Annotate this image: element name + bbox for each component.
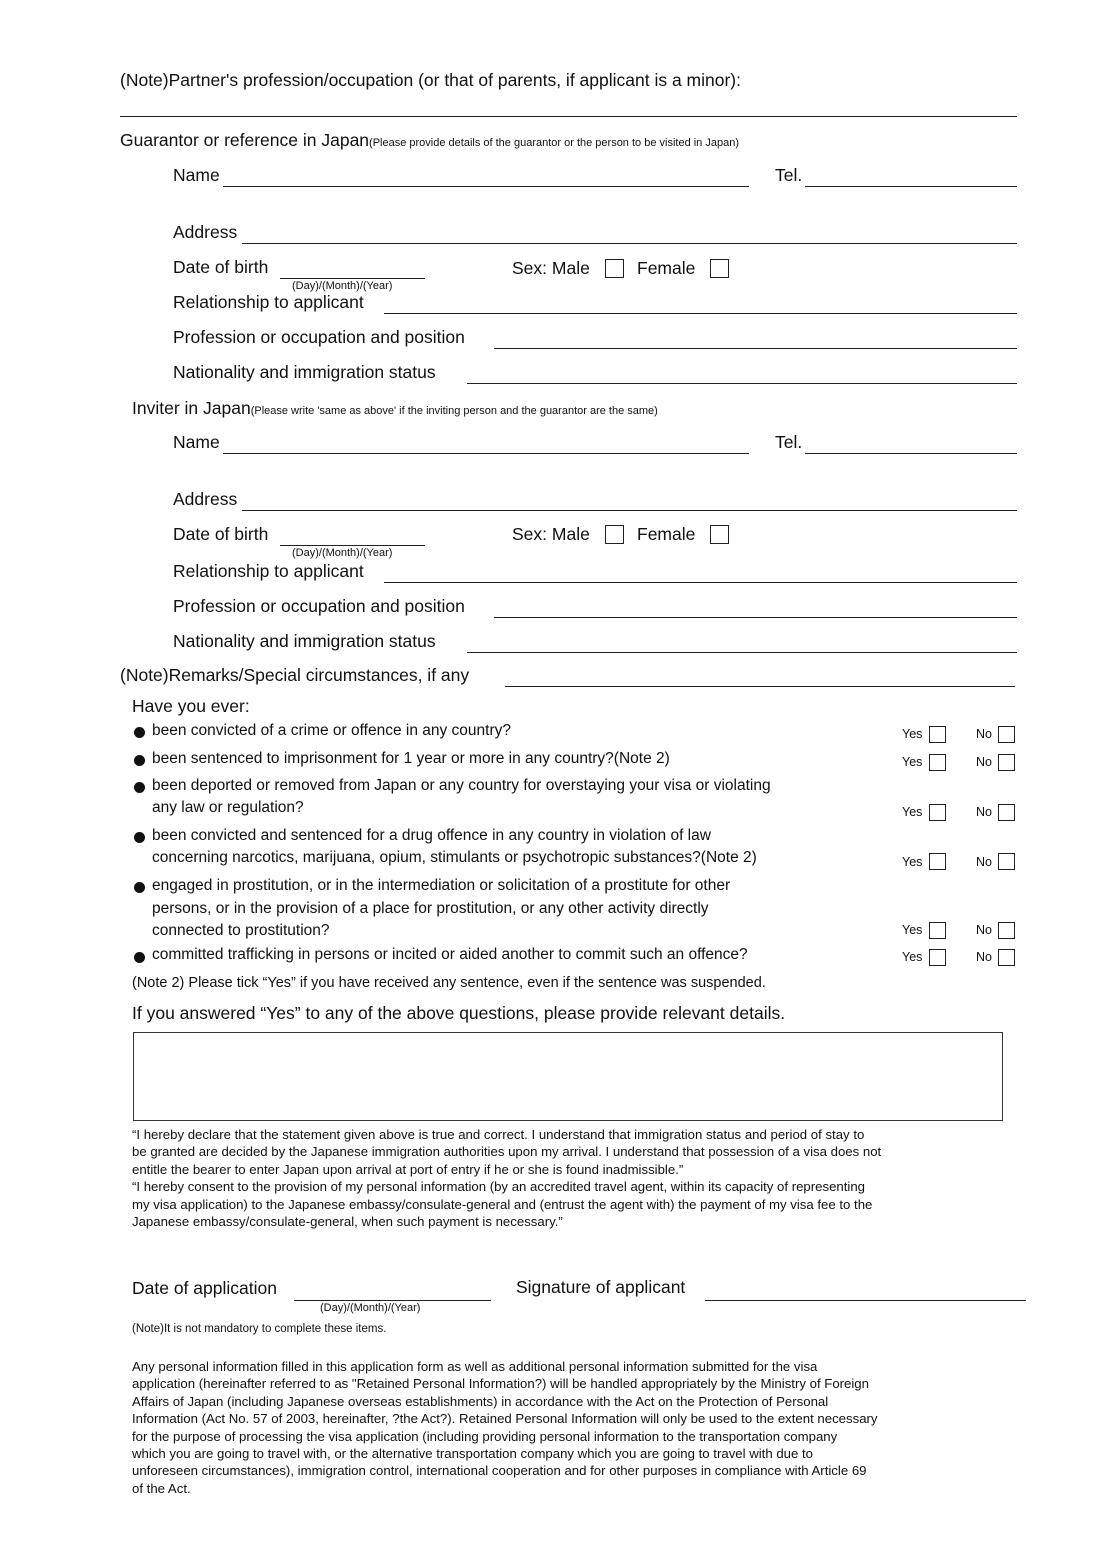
- inviter-nationality-field[interactable]: [467, 652, 1017, 653]
- guarantor-female-label: Female: [637, 258, 696, 278]
- inviter-profession-label: Profession or occupation and position: [173, 596, 465, 616]
- details-textarea[interactable]: [133, 1032, 1003, 1121]
- question-4-line-1: been convicted and sentenced for a drug offence in any country in violation of law: [152, 827, 711, 844]
- question-4-line-2: concerning narcotics, marijuana, opium, stimulants or psychotropic substances?(Note 2): [152, 849, 757, 866]
- bullet-icon: [134, 755, 145, 766]
- inviter-profession-field[interactable]: [494, 617, 1017, 618]
- q3-yes-checkbox[interactable]: [929, 804, 946, 821]
- guarantor-heading: Guarantor or reference in Japan(Please provide details of the guarantor or the person to be visited in Japan): [120, 130, 739, 150]
- q5-yes-checkbox[interactable]: [929, 922, 946, 939]
- bullet-icon: [134, 782, 145, 793]
- inviter-name-label: Name: [173, 432, 220, 452]
- q3-no-checkbox[interactable]: [998, 804, 1015, 821]
- q3-no-label: No: [976, 805, 992, 819]
- q6-yes-checkbox[interactable]: [929, 949, 946, 966]
- guarantor-dob-label: Date of birth: [173, 257, 269, 277]
- inviter-heading: Inviter in Japan(Please write 'same as above' if the inviting person and the guarantor are the same): [132, 398, 658, 418]
- if-yes-heading: If you answered “Yes” to any of the above questions, please provide relevant details.: [132, 1003, 786, 1023]
- bullet-icon: [134, 727, 145, 738]
- q3-yes-label: Yes: [902, 805, 923, 819]
- bullet-icon: [134, 882, 145, 893]
- inviter-relationship-label: Relationship to applicant: [173, 561, 364, 581]
- inviter-tel-label: Tel.: [775, 432, 803, 452]
- have-you-ever-heading: Have you ever:: [132, 696, 250, 716]
- q5-no-checkbox[interactable]: [998, 922, 1015, 939]
- guarantor-dob-format: (Day)/(Month)/(Year): [292, 280, 393, 292]
- q2-yes-checkbox[interactable]: [929, 754, 946, 771]
- date-of-application-field[interactable]: [294, 1300, 491, 1301]
- inviter-dob-field[interactable]: [280, 545, 425, 546]
- inviter-dob-label: Date of birth: [173, 524, 269, 544]
- q2-no-label: No: [976, 755, 992, 769]
- guarantor-address-label: Address: [173, 222, 238, 242]
- guarantor-tel-label: Tel.: [775, 165, 803, 185]
- q1-yes-checkbox[interactable]: [929, 726, 946, 743]
- q4-no-label: No: [976, 855, 992, 869]
- inviter-address-field[interactable]: [242, 510, 1017, 511]
- guarantor-name-field[interactable]: [223, 186, 749, 187]
- inviter-tel-field[interactable]: [805, 453, 1017, 454]
- guarantor-nationality-label: Nationality and immigration status: [173, 362, 436, 382]
- note-2: (Note 2) Please tick “Yes” if you have received any sentence, even if the sentence was suspended.: [132, 975, 766, 991]
- q4-yes-checkbox[interactable]: [929, 853, 946, 870]
- declaration: “I hereby declare that the statement given above is true and correct. I understand that immigration status and period of stay to be granted are decided by the Japanese immigration authorities upon my arrival. I understand that possession of a visa does not entitle the bearer to enter Japan upon arrival at port of entry if he or she is found inadmissible.” “I hereby consent to the provision of my personal information (by an accredited travel agent, within its capacity of representing my visa application) to the Japanese embassy/consulate-general and (entrust the agent with) the payment of my visa fee to the Japanese embassy/consulate-general, when such payment is necessary.”: [132, 1127, 882, 1230]
- inviter-sex-label: Sex: Male: [512, 524, 590, 544]
- guarantor-relationship-field[interactable]: [384, 313, 1017, 314]
- remarks-field[interactable]: [505, 686, 1015, 687]
- inviter-address-label: Address: [173, 489, 238, 509]
- bullet-icon: [134, 952, 145, 963]
- question-5-line-2: persons, or in the provision of a place for prostitution, or any other activity directly: [152, 900, 709, 917]
- inviter-male-checkbox[interactable]: [605, 525, 624, 544]
- guarantor-tel-field[interactable]: [805, 186, 1017, 187]
- guarantor-sex-label: Sex: Male: [512, 258, 590, 278]
- date-of-application-label: Date of application: [132, 1278, 277, 1298]
- partner-note: (Note)Partner's profession/occupation (or that of parents, if applicant is a minor):: [120, 70, 741, 90]
- q1-yes-label: Yes: [902, 727, 923, 741]
- question-2-text: been sentenced to imprisonment for 1 year or more in any country?(Note 2): [152, 750, 670, 767]
- guarantor-dob-field[interactable]: [280, 278, 425, 279]
- guarantor-name-label: Name: [173, 165, 220, 185]
- q6-no-checkbox[interactable]: [998, 949, 1015, 966]
- question-3-line-1: been deported or removed from Japan or any country for overstaying your visa or violating: [152, 777, 771, 794]
- question-5-line-3: connected to prostitution?: [152, 922, 330, 939]
- signature-field[interactable]: [705, 1300, 1026, 1301]
- guarantor-female-checkbox[interactable]: [710, 259, 729, 278]
- not-mandatory-note: (Note)It is not mandatory to complete these items.: [132, 1323, 387, 1335]
- guarantor-male-checkbox[interactable]: [605, 259, 624, 278]
- guarantor-nationality-field[interactable]: [467, 383, 1017, 384]
- date-format: (Day)/(Month)/(Year): [320, 1302, 421, 1314]
- q1-no-checkbox[interactable]: [998, 726, 1015, 743]
- q6-yes-label: Yes: [902, 950, 923, 964]
- guarantor-profession-field[interactable]: [494, 348, 1017, 349]
- q1-no-label: No: [976, 727, 992, 741]
- bullet-icon: [134, 832, 145, 843]
- remarks-label: (Note)Remarks/Special circumstances, if any: [120, 665, 470, 685]
- partner-field[interactable]: [120, 116, 1017, 117]
- inviter-relationship-field[interactable]: [384, 582, 1017, 583]
- q5-yes-label: Yes: [902, 923, 923, 937]
- question-6-text: committed trafficking in persons or incited or aided another to commit such an offence?: [152, 946, 748, 963]
- signature-label: Signature of applicant: [516, 1277, 686, 1297]
- q6-no-label: No: [976, 950, 992, 964]
- q4-yes-label: Yes: [902, 855, 923, 869]
- q2-no-checkbox[interactable]: [998, 754, 1015, 771]
- question-5-line-1: engaged in prostitution, or in the intermediation or solicitation of a prostitute for other: [152, 877, 731, 894]
- q4-no-checkbox[interactable]: [998, 853, 1015, 870]
- q2-yes-label: Yes: [902, 755, 923, 769]
- guarantor-profession-label: Profession or occupation and position: [173, 327, 465, 347]
- guarantor-relationship-label: Relationship to applicant: [173, 292, 364, 312]
- q5-no-label: No: [976, 923, 992, 937]
- guarantor-address-field[interactable]: [242, 243, 1017, 244]
- inviter-name-field[interactable]: [223, 453, 749, 454]
- inviter-female-checkbox[interactable]: [710, 525, 729, 544]
- inviter-female-label: Female: [637, 524, 696, 544]
- question-1-text: been convicted of a crime or offence in any country?: [152, 722, 512, 739]
- privacy-notice: Any personal information filled in this application form as well as additional personal information submitted for the visa application (hereinafter referred to as "Retained Personal Information?) will be handled appropriately by the Ministry of Foreign Affairs of Japan (including Japanese overseas establishments) in accordance with the Act on the Protection of Personal Information (Act No. 57 of 2003, hereinafter, ?the Act?). Retained Personal Information will only be used to the extent necessary for the purpose of processing the visa application (including providing personal information to the transportation company which you are going to travel with, or the alternative transportation company which you are going to travel with due to unforeseen circumstances), immigration control, international cooperation and for other purposes in compliance with Article 69 of the Act.: [132, 1359, 878, 1496]
- question-3-line-2: any law or regulation?: [152, 799, 304, 816]
- inviter-nationality-label: Nationality and immigration status: [173, 631, 436, 651]
- inviter-dob-format: (Day)/(Month)/(Year): [292, 547, 393, 559]
